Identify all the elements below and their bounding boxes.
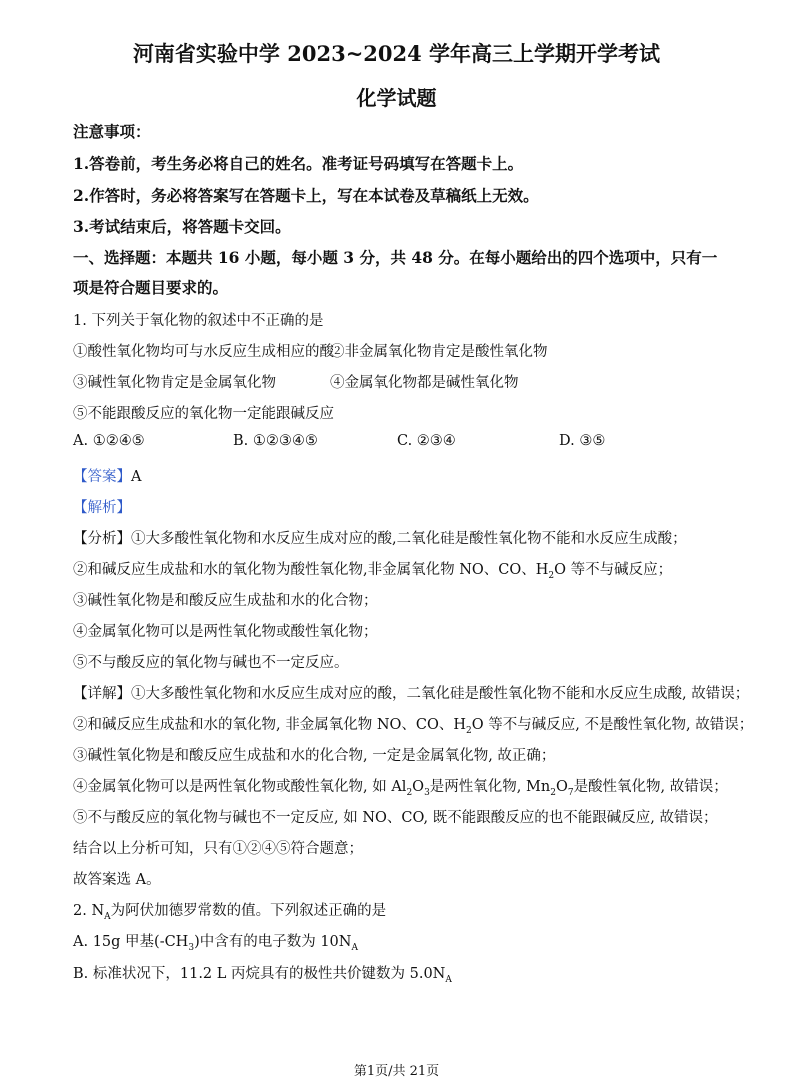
notice-item-1: 1.答卷前，考生务必将自己的姓名。准考证号码填写在答题卡上。 xyxy=(73,154,524,173)
q2a-b: )中含有的电子数为 10N xyxy=(194,934,352,950)
q2a-a: A. 15g 甲基(-CH xyxy=(73,934,189,950)
fenxi-line-3: ③碱性氧化物是和酸反应生成盐和水的化合物； xyxy=(73,593,378,609)
exam-subtitle: 化学试题 xyxy=(356,86,437,110)
fenxi-tag: 【分析】 xyxy=(73,531,131,547)
q1-statement-2: ②非金属氧化物肯定是酸性氧化物 xyxy=(330,344,548,360)
q2-option-b xyxy=(73,962,452,985)
q2b-a: B. 标准状况下，11.2 L 丙烷具有的极性共价键数为 5.0N xyxy=(73,966,446,982)
notice-heading: 注意事项： xyxy=(73,122,151,141)
q2-stem-sub: A xyxy=(104,911,111,922)
q1-option-a: A. ①②④⑤ xyxy=(73,433,145,449)
xiangjie-line-5: ⑤不与酸反应的氧化物与碱也不一定反应, 如 NO、CO, 既不能跟酸反应的也不能跟碱反应, 故错误； xyxy=(73,810,718,826)
q2b-sub: A xyxy=(445,974,452,985)
q2a-sub: 3 xyxy=(188,942,195,953)
q2-stem xyxy=(73,899,386,922)
fenxi-sub: 2 xyxy=(548,570,555,581)
x4s4: 7 xyxy=(567,787,574,798)
q1-answer-line xyxy=(73,465,141,486)
q1-option-c: C. ②③④ xyxy=(397,433,456,449)
fenxi-line-4: ④金属氧化物可以是两性氧化物或酸性氧化物； xyxy=(73,624,378,640)
xiangjie-sub: 2 xyxy=(466,725,472,736)
xiangjie-text-2a: ②和碱反应生成盐和水的氧化物, 非金属氧化物 NO、CO、H xyxy=(73,717,467,733)
q1-option-b: B. ①②③④⑤ xyxy=(233,433,318,449)
q1-statement-3: ③碱性氧化物肯定是金属氧化物 xyxy=(73,375,276,391)
x4e: 是酸性氧化物, 故错误； xyxy=(573,779,728,795)
q2-option-a xyxy=(73,930,358,953)
section-heading-line2: 项是符合题目要求的。 xyxy=(73,278,229,297)
x4d: O xyxy=(555,779,568,795)
exam-title: 河南省实验中学 2023~2024 学年高三上学期开学考试 xyxy=(132,41,661,66)
xiangjie-text-2b: O 等不与碱反应, 不是酸性氧化物, 故错误； xyxy=(471,717,754,733)
x4b: O xyxy=(412,779,425,795)
q1-option-d: D. ③⑤ xyxy=(559,433,606,449)
fenxi-text-1: ①大多酸性氧化物和水反应生成对应的酸,二氧化硅是酸性氧化物不能和水反应生成酸； xyxy=(131,531,687,547)
fenxi-line-2 xyxy=(73,558,672,581)
x4s3: 2 xyxy=(550,787,556,798)
analysis-tag: 【解析】 xyxy=(73,500,131,516)
q2-stem-b: 为阿伏加德罗常数的值。下列叙述正确的是 xyxy=(110,903,387,919)
notice-item-2: 2.作答时，务必将答案写在答题卡上，写在本试卷及草稿纸上无效。 xyxy=(73,186,539,205)
x4s1: 2 xyxy=(406,787,413,798)
xiangjie-line-6: 结合以上分析可知，只有①②④⑤符合题意； xyxy=(73,841,363,857)
answer-value: A xyxy=(131,469,142,485)
xiangjie-text-1: ①大多酸性氧化物和水反应生成对应的酸，二氧化硅是酸性氧化物不能和水反应生成酸, 故错误； xyxy=(131,686,750,702)
answer-tag: 【答案】 xyxy=(73,469,131,485)
xiangjie-line-2 xyxy=(73,713,753,736)
xiangjie-line-7: 故答案选 A。 xyxy=(73,872,161,888)
fenxi-line-1 xyxy=(73,527,687,548)
q1-stem: 1. 下列关于氧化物的叙述中不正确的是 xyxy=(73,313,324,329)
xiangjie-line-3: ③碱性氧化物是和酸反应生成盐和水的化合物, 一定是金属氧化物, 故正确； xyxy=(73,748,556,764)
q1-statement-4: ④金属氧化物都是碱性氧化物 xyxy=(330,375,519,391)
q2a-sub2: A xyxy=(351,942,358,953)
xiangjie-line-1 xyxy=(73,682,749,703)
fenxi-line-5: ⑤不与酸反应的氧化物与碱也不一定反应。 xyxy=(73,655,349,671)
fenxi-text-2b: O 等不与碱反应； xyxy=(554,562,673,578)
xiangjie-tag: 【详解】 xyxy=(73,686,131,702)
q1-statement-1: ①酸性氧化物均可与水反应生成相应的酸 xyxy=(73,344,334,360)
notice-item-3: 3.考试结束后，将答题卡交回。 xyxy=(73,217,291,236)
q1-statement-5: ⑤不能跟酸反应的氧化物一定能跟碱反应 xyxy=(73,406,334,422)
q2-stem-a: 2. N xyxy=(73,903,105,919)
fenxi-text-2a: ②和碱反应生成盐和水的氧化物为酸性氧化物,非金属氧化物 NO、CO、H xyxy=(73,562,549,578)
section-heading-line1: 一、选择题：本题共 16 小题，每小题 3 分，共 48 分。在每小题给出的四个选项中，只有一 xyxy=(73,248,718,267)
page-footer: 第1页/共 21页 xyxy=(353,1064,440,1079)
xiangjie-line-4 xyxy=(73,775,728,798)
x4a: ④金属氧化物可以是两性氧化物或酸性氧化物, 如 Al xyxy=(73,779,407,795)
x4s2: 3 xyxy=(424,787,430,798)
x4c: 是两性氧化物, Mn xyxy=(429,779,551,795)
